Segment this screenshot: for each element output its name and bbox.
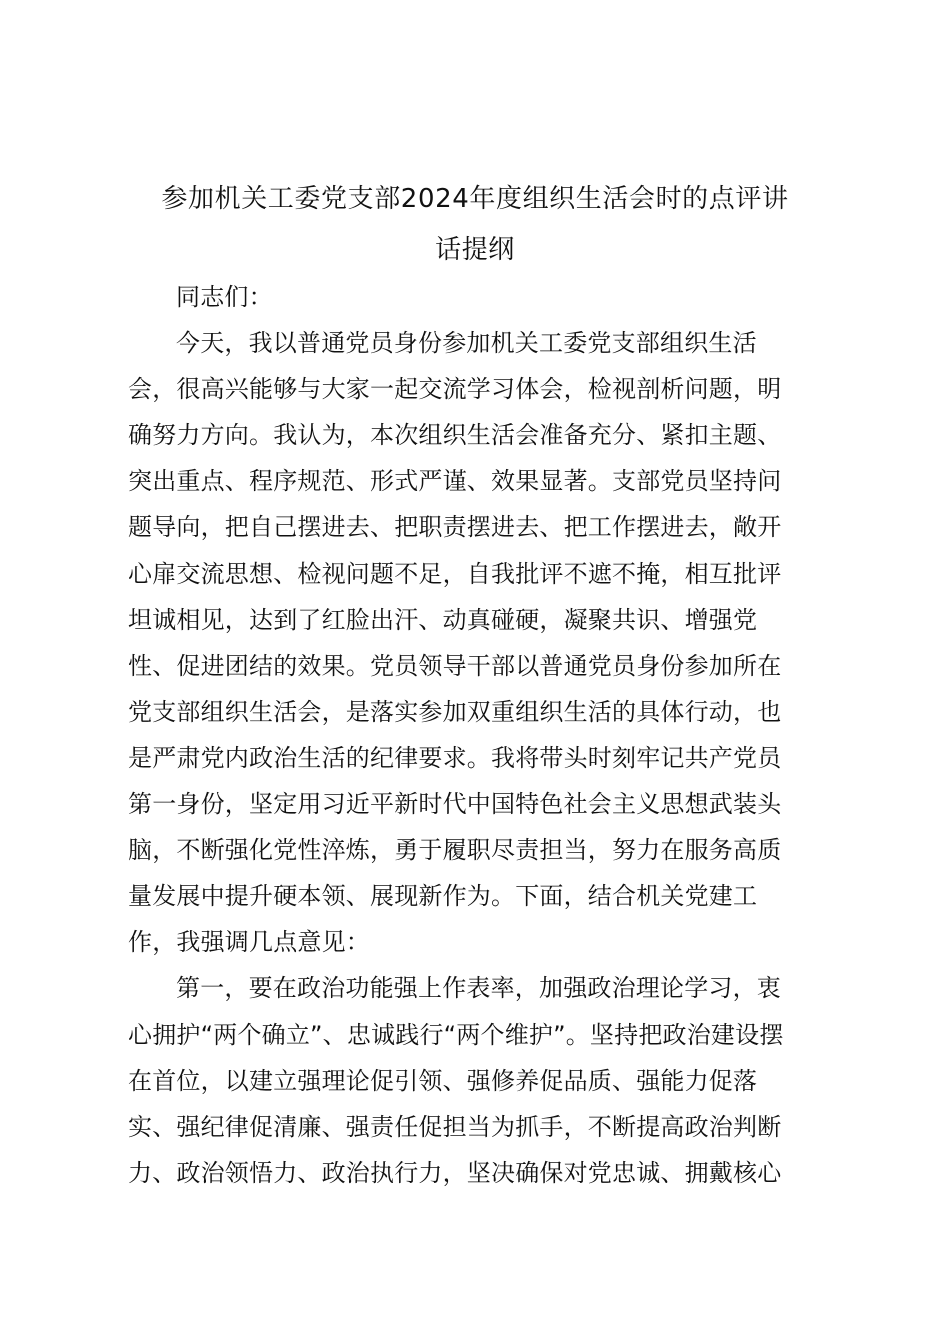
- paragraph-line: 心扉交流思想、检视问题不足，自我批评不遮不掩，相互批评: [128, 559, 782, 588]
- document-body: [128, 274, 822, 1196]
- paragraph-line: 今天，我以普通党员身份参加机关工委党支部组织生活: [176, 329, 757, 358]
- paragraph-line: 脑，不断强化党性淬炼，勇于履职尽责担当，努力在服务高质: [128, 836, 782, 865]
- salutation: 同志们：: [176, 283, 273, 311]
- paragraph-line: 力、政治领悟力、政治执行力，坚决确保对党忠诚、拥戴核心: [128, 1158, 782, 1187]
- paragraph-line: 第一身份，坚定用习近平新时代中国特色社会主义思想武装头: [128, 790, 782, 819]
- paragraph-line: 量发展中提升硬本领、展现新作为。下面，结合机关党建工: [128, 882, 758, 911]
- document-title: [128, 174, 822, 276]
- paragraph-line: 会，很高兴能够与大家一起交流学习体会，检视剖析问题，明: [128, 375, 782, 404]
- paragraph-line: 实、强纪律促清廉、强责任促担当为抓手，不断提高政治判断: [128, 1112, 782, 1141]
- paragraph-line: 第一，要在政治功能强上作表率，加强政治理论学习，衷: [176, 974, 781, 1003]
- paragraph-line: 作，我强调几点意见：: [128, 928, 370, 957]
- paragraph-line: 党支部组织生活会，是落实参加双重组织生活的具体行动，也: [128, 697, 782, 726]
- paragraph-line: 题导向，把自己摆进去、把职责摆进去、把工作摆进去，敞开: [128, 513, 782, 542]
- paragraph-line: 确努力方向。我认为，本次组织生活会准备充分、紧扣主题、: [128, 421, 782, 450]
- paragraph-line: 性、促进团结的效果。党员领导干部以普通党员身份参加所在: [128, 651, 782, 680]
- paragraph-line: 是严肃党内政治生活的纪律要求。我将带头时刻牢记共产党员: [128, 743, 782, 772]
- title-line-2: 话提纲: [435, 235, 515, 265]
- paragraph-line: 在首位，以建立强理论促引领、强修养促品质、强能力促落: [128, 1066, 758, 1095]
- paragraph-line: 心拥护“两个确立”、忠诚践行“两个维护”。坚持把政治建设摆: [128, 1020, 784, 1049]
- title-line-1: 参加机关工委党支部2024年度组织生活会时的点评讲: [161, 184, 789, 214]
- paragraph-intro: [128, 320, 822, 965]
- paragraph-line: 坦诚相见，达到了红脸出汗、动真碰硬，凝聚共识、增强党: [128, 605, 758, 634]
- paragraph-line: 突出重点、程序规范、形式严谨、效果显著。支部党员坚持问: [128, 467, 782, 496]
- paragraph-first-point: [128, 965, 822, 1195]
